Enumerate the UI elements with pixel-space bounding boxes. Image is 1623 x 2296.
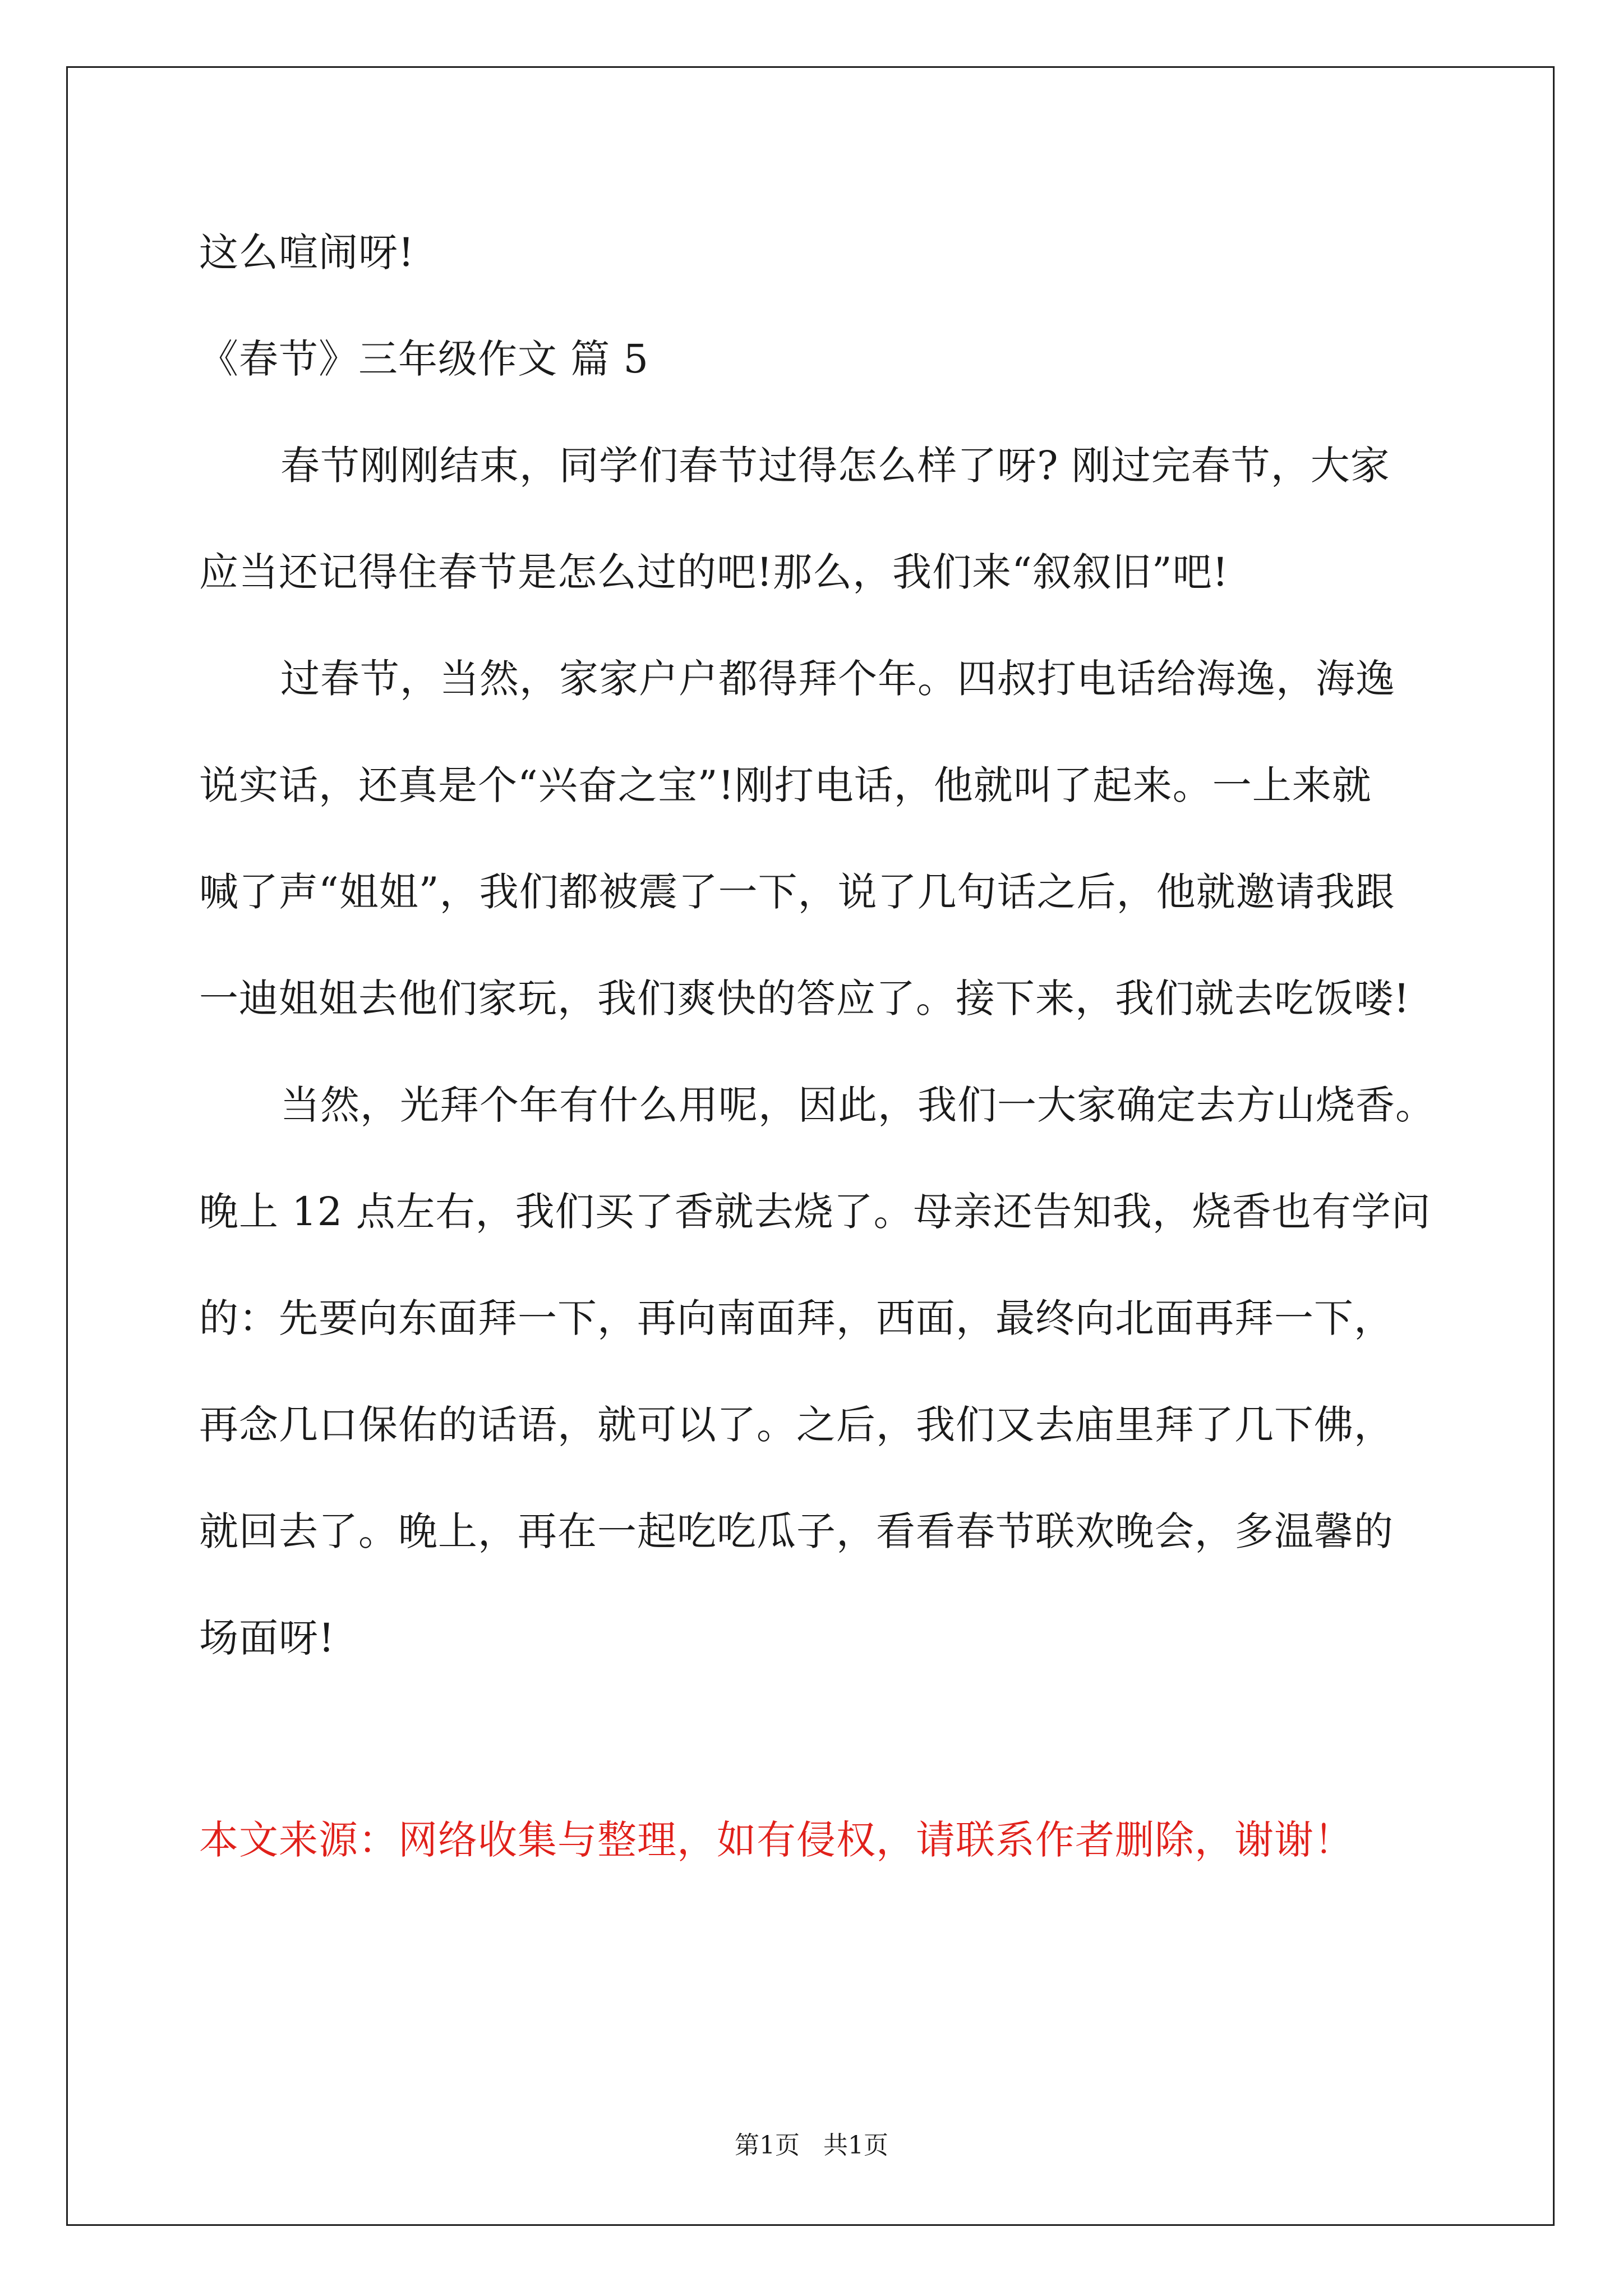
page-border [66,66,1555,2226]
text-line: 春节刚刚结束，同学们春节过得怎么样了呀? 刚过完春节，大家 [280,443,1390,489]
source-note: 本文来源：网络收集与整理，如有侵权，请联系作者删除，谢谢！ [199,1817,1354,1863]
text-line: 一迪姐姐去他们家玩，我们爽快的答应了。接下来，我们就去吃饭喽! [199,976,1410,1022]
text-line: 场面呀! [199,1615,335,1661]
text-line: 的：先要向东面拜一下，再向南面拜，西面，最终向北面再拜一下， [199,1295,1394,1341]
page-number: 第1页 [735,2131,800,2160]
text-line: 再念几口保佑的话语，就可以了。之后，我们又去庙里拜了几下佛， [199,1402,1394,1448]
page-total: 共1页 [823,2131,888,2160]
section-heading: 《春节》三年级作文 篇 5 [199,336,649,382]
text-line: 这么喧闹呀! [199,229,415,275]
text-line: 当然，光拜个年有什么用呢，因此，我们一大家确定去方山烧香。 [280,1082,1435,1128]
text-line: 就回去了。晚上，再在一起吃吃瓜子，看看春节联欢晚会，多温馨的 [199,1508,1394,1554]
text-line: 过春节，当然，家家户户都得拜个年。四叔打电话给海逸，海逸 [280,656,1395,702]
text-line: 晚上 12 点左右，我们买了香就去烧了。母亲还告知我，烧香也有学问 [199,1189,1431,1235]
page-footer [0,2129,1623,2162]
text-line: 喊了声“姐姐”，我们都被震了一下，说了几句话之后，他就邀请我跟 [199,869,1395,915]
text-line: 应当还记得住春节是怎么过的吧!那么，我们来“叙叙旧”吧! [199,549,1229,595]
text-line: 说实话，还真是个“兴奋之宝”!刚打电话，他就叫了起来。一上来就 [199,762,1372,808]
